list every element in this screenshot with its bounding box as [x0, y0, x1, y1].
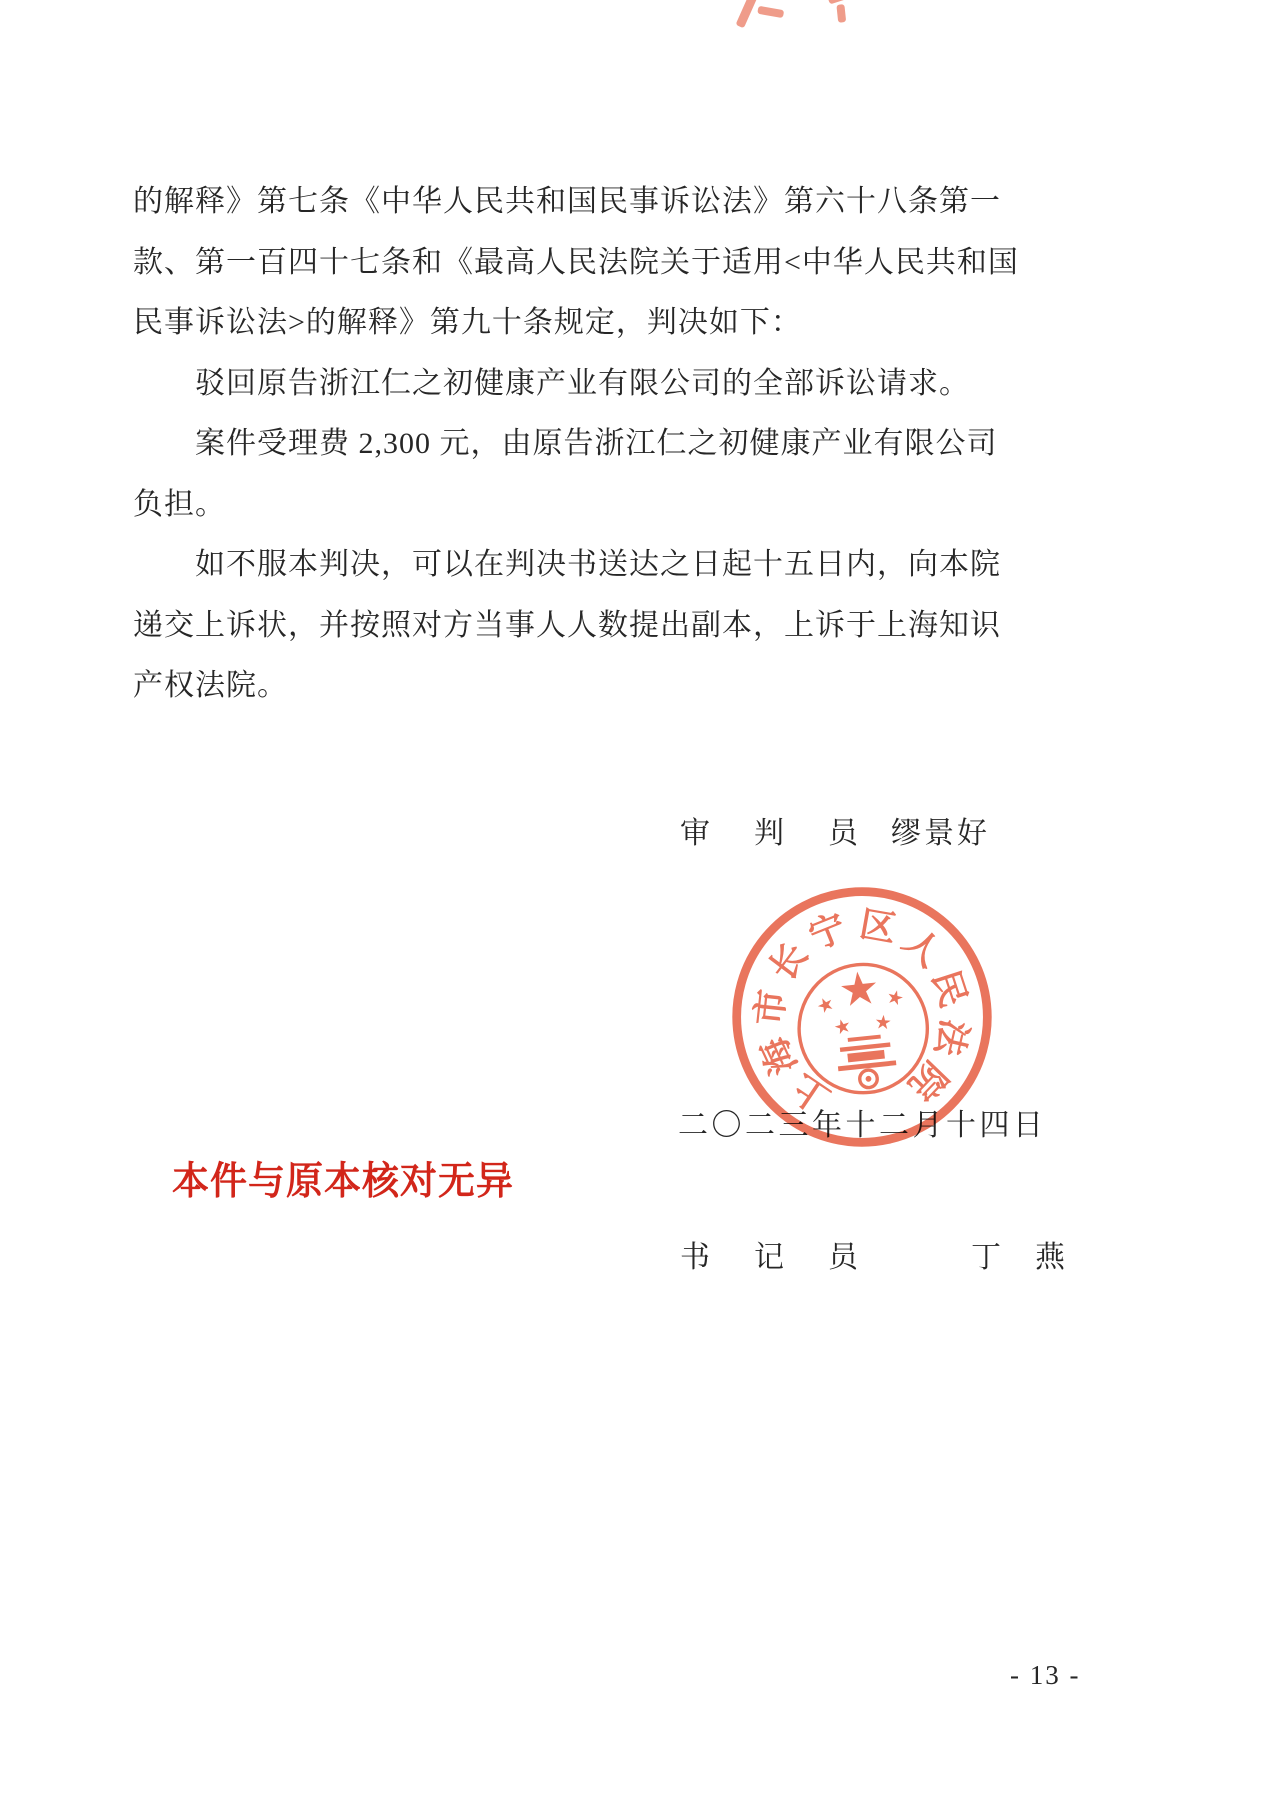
body-line: 款、第一百四十七条和《最高人民法院关于适用<中华人民共和国: [133, 245, 1019, 279]
body-line: 驳回原告浙江仁之初健康产业有限公司的全部诉讼请求。: [195, 366, 970, 400]
body-line: 递交上诉状，并按照对方当事人人数提出副本，上诉于上海知识: [133, 608, 1001, 642]
svg-text:上: 上: [784, 1066, 837, 1120]
judge-role-label: 审 判 员: [680, 817, 865, 850]
body-line: 案件受理费 2,300 元，由原告浙江仁之初健康产业有限公司: [195, 427, 998, 460]
clerk-role-label: 书 记 员: [680, 1241, 865, 1274]
svg-text:长: 长: [762, 935, 816, 989]
svg-text:人: 人: [895, 920, 949, 975]
seal-national-emblem-icon: [793, 958, 934, 1099]
body-line: 产权法院。: [133, 669, 288, 702]
svg-text:海: 海: [753, 1030, 805, 1081]
stamp-bleed-mark: [735, 0, 757, 28]
body-line: 如不服本判决，可以在判决书送达之日起十五日内，向本院: [195, 548, 1001, 581]
clerk-name: 丁 燕: [971, 1241, 1067, 1274]
svg-text:院: 院: [901, 1053, 955, 1108]
clerk-signature-row: [680, 1232, 1067, 1276]
judge-name: 缪景好: [891, 817, 990, 850]
verification-stamp-text: 本件与原本核对无异: [172, 1159, 514, 1203]
stamp-bleed-mark: [827, 0, 853, 4]
page-number: - 13 -: [1010, 1660, 1081, 1690]
body-line: 民事诉讼法>的解释》第九十条规定，判决如下：: [133, 306, 802, 339]
svg-text:区: 区: [856, 903, 900, 950]
body-line: 负担。: [133, 487, 226, 521]
judge-signature-row: [680, 808, 990, 852]
judgment-body: [133, 172, 1019, 717]
svg-text:宁: 宁: [803, 906, 852, 958]
svg-text:法: 法: [927, 1015, 975, 1060]
svg-text:民: 民: [924, 965, 974, 1012]
svg-text:市: 市: [749, 987, 793, 1028]
judgment-date: 二〇二三年十二月十四日: [678, 1109, 1047, 1142]
seal-court-name: [738, 894, 985, 1126]
body-line: 的解释》第七条《中华人民共和国民事诉讼法》第六十八条第一: [133, 185, 1001, 218]
